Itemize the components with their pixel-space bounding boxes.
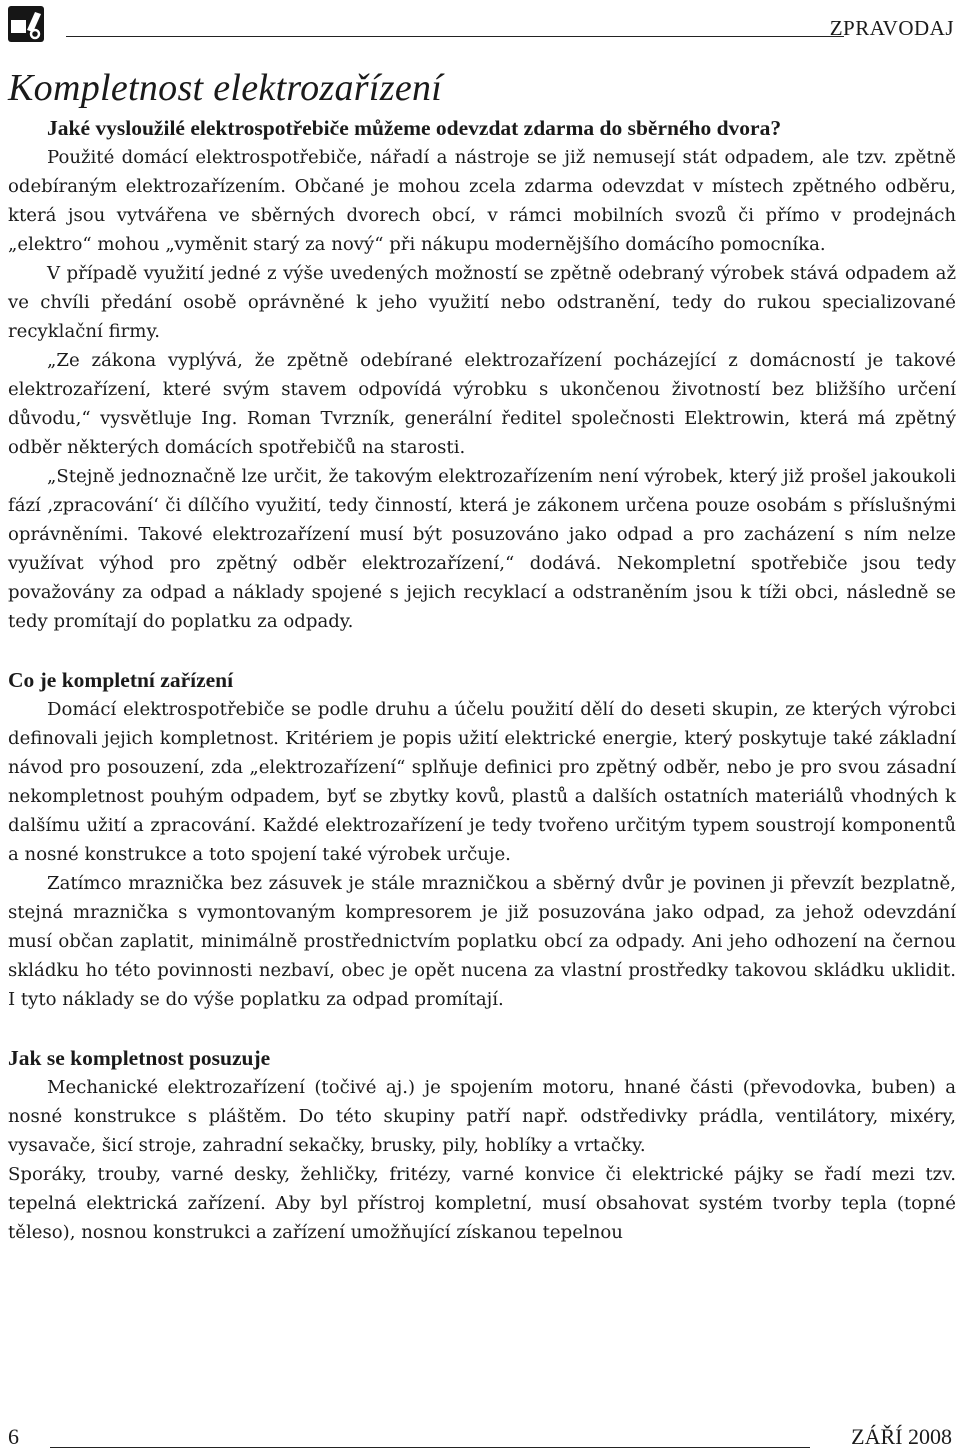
article-paragraph: Použité domácí elektrospotřebiče, nářadí a nástroje se již nemusejí stát odpadem, ale tzv. zpětně odebíraným elektrozařízením. Občané je mohou zcela zdarma odevzdat v místech zpětného odběru, která jsou vytvářena ve sběrných dvorech obcí, v rámci mobilních svozů či přímo v prodejnách „elektro“ mohou „vyměnit starý za nový“ při nákupu modernějšího domácího pomocníka. [8, 147, 956, 255]
page-footer [8, 1424, 956, 1450]
article-paragraph: Mechanické elektrozařízení (točivé aj.) je spojením motoru, hnané části (převodovka, buben) a nosné konstrukce s pláštěm. Do této skupiny patří např. odstředivky prádla, ventilátory, mixéry, vysavače, šicí stroje, zahradní sekačky, brusky, pily, hoblíky a vrtačky. [8, 1077, 956, 1156]
section-heading: Co je kompletní zařízení [8, 668, 234, 692]
article-lead: Jaké vysloužilé elektrospotřebiče můžeme odevzdat zdarma do sběrného dvora? [47, 116, 782, 140]
page-number: 6 [8, 1424, 19, 1449]
section-heading: Jak se kompletnost posuzuje [8, 1046, 271, 1070]
article-paragraph: V případě využití jedné z výše uvedených možností se zpětně odebraný výrobek stává odpadem až ve chvíli předání osobě oprávněné k jeho využití nebo odstranění, tedy do rukou specializované recyklační firmy. [8, 263, 956, 342]
article-paragraph: Zatímco mraznička bez zásuvek je stále mrazničkou a sběrný dvůr je povinen ji převzít bezplatně, stejná mraznička s vymontovaným kompresorem je již posuzována jako odpad, za jehož odevzdání musí občan zaplatit, minimálně prostřednictvím poplatku obcí za odpady. Ani jeho odhození na černou skládku ho této povinnosti nezbaví, obec je opět nucena za vlastní prostředky takovou skládku uklidit. I tyto náklady se do výše poplatku za odpad promítají. [8, 873, 956, 1010]
article-paragraph: „Ze zákona vyplývá, že zpětně odebírané elektrozařízení pocházející z domácností je takové elektrozařízení, které svým stavem odpovídá výrobku s ukončenou životností bez bližšího určení důvodu,“ vysvětluje Ing. Roman Tvrzník, generální ředitel společnosti Elektrowin, která má zpětný odběr některých domácích spotřebičů na starosti. [8, 350, 956, 458]
article-paragraph: „Stejně jednoznačně lze určit, že takovým elektrozařízením není výrobek, který již prošel jakoukoli fází ‚zpracování‘ či dílčího využití, tedy činností, která je zákonem určena pouze osobám s příslušnými oprávněními. Takové elektrozařízení musí být posuzováno jako odpad a pro zacházení s ním nelze využívat výhod pro zpětný odběr elektrozařízení,“ dodává. Nekompletní spotřebiče jsou tedy považovány za odpad a náklady spojené s jejich recyklací a odstraněním jsou k tíži obci, následně se tedy promítají do poplatku za odpady. [8, 466, 956, 632]
page-header [8, 6, 956, 42]
article-paragraph: Sporáky, trouby, varné desky, žehličky, fritézy, varné konvice či elektrické pájky se řadí mezi tzv. tepelná elektrická zařízení. Aby byl přístroj kompletní, musí obsahovat systém tvorby tepla (topné těleso), nosnou konstrukci a zařízení umožňující získanou tepelnou [8, 1164, 956, 1243]
header-rule [66, 36, 844, 37]
article-paragraph: Domácí elektrospotřebiče se podle druhu a účelu použití dělí do deseti skupin, ze kterých výrobci definovali jejich kompletnost. Kritériem je popis užití elektrické energie, který poskytuje také základní návod pro posouzení, zda „elektrozařízení“ splňuje definici pro zpětný odběr, nebo je pro svou zásadní nekompletnost pouhým odpadem, byť se zbytky kovů, plastů a dalších ostatních materiálů vhodných k dalšímu užití a zpracování. Každé elektrozařízení je tedy tvořeno určitým typem soustrojí komponentů a nosné konstrukce a toto spojení také výrobek určuje. [8, 699, 956, 865]
article [8, 66, 956, 1247]
issue-date: ZÁŘÍ 2008 [851, 1424, 952, 1449]
publisher-logo-icon [8, 6, 44, 42]
section-label: ZPRAVODAJ [829, 16, 954, 40]
footer-rule [50, 1447, 810, 1448]
article-title: Kompletnost elektrozařízení [8, 67, 443, 109]
